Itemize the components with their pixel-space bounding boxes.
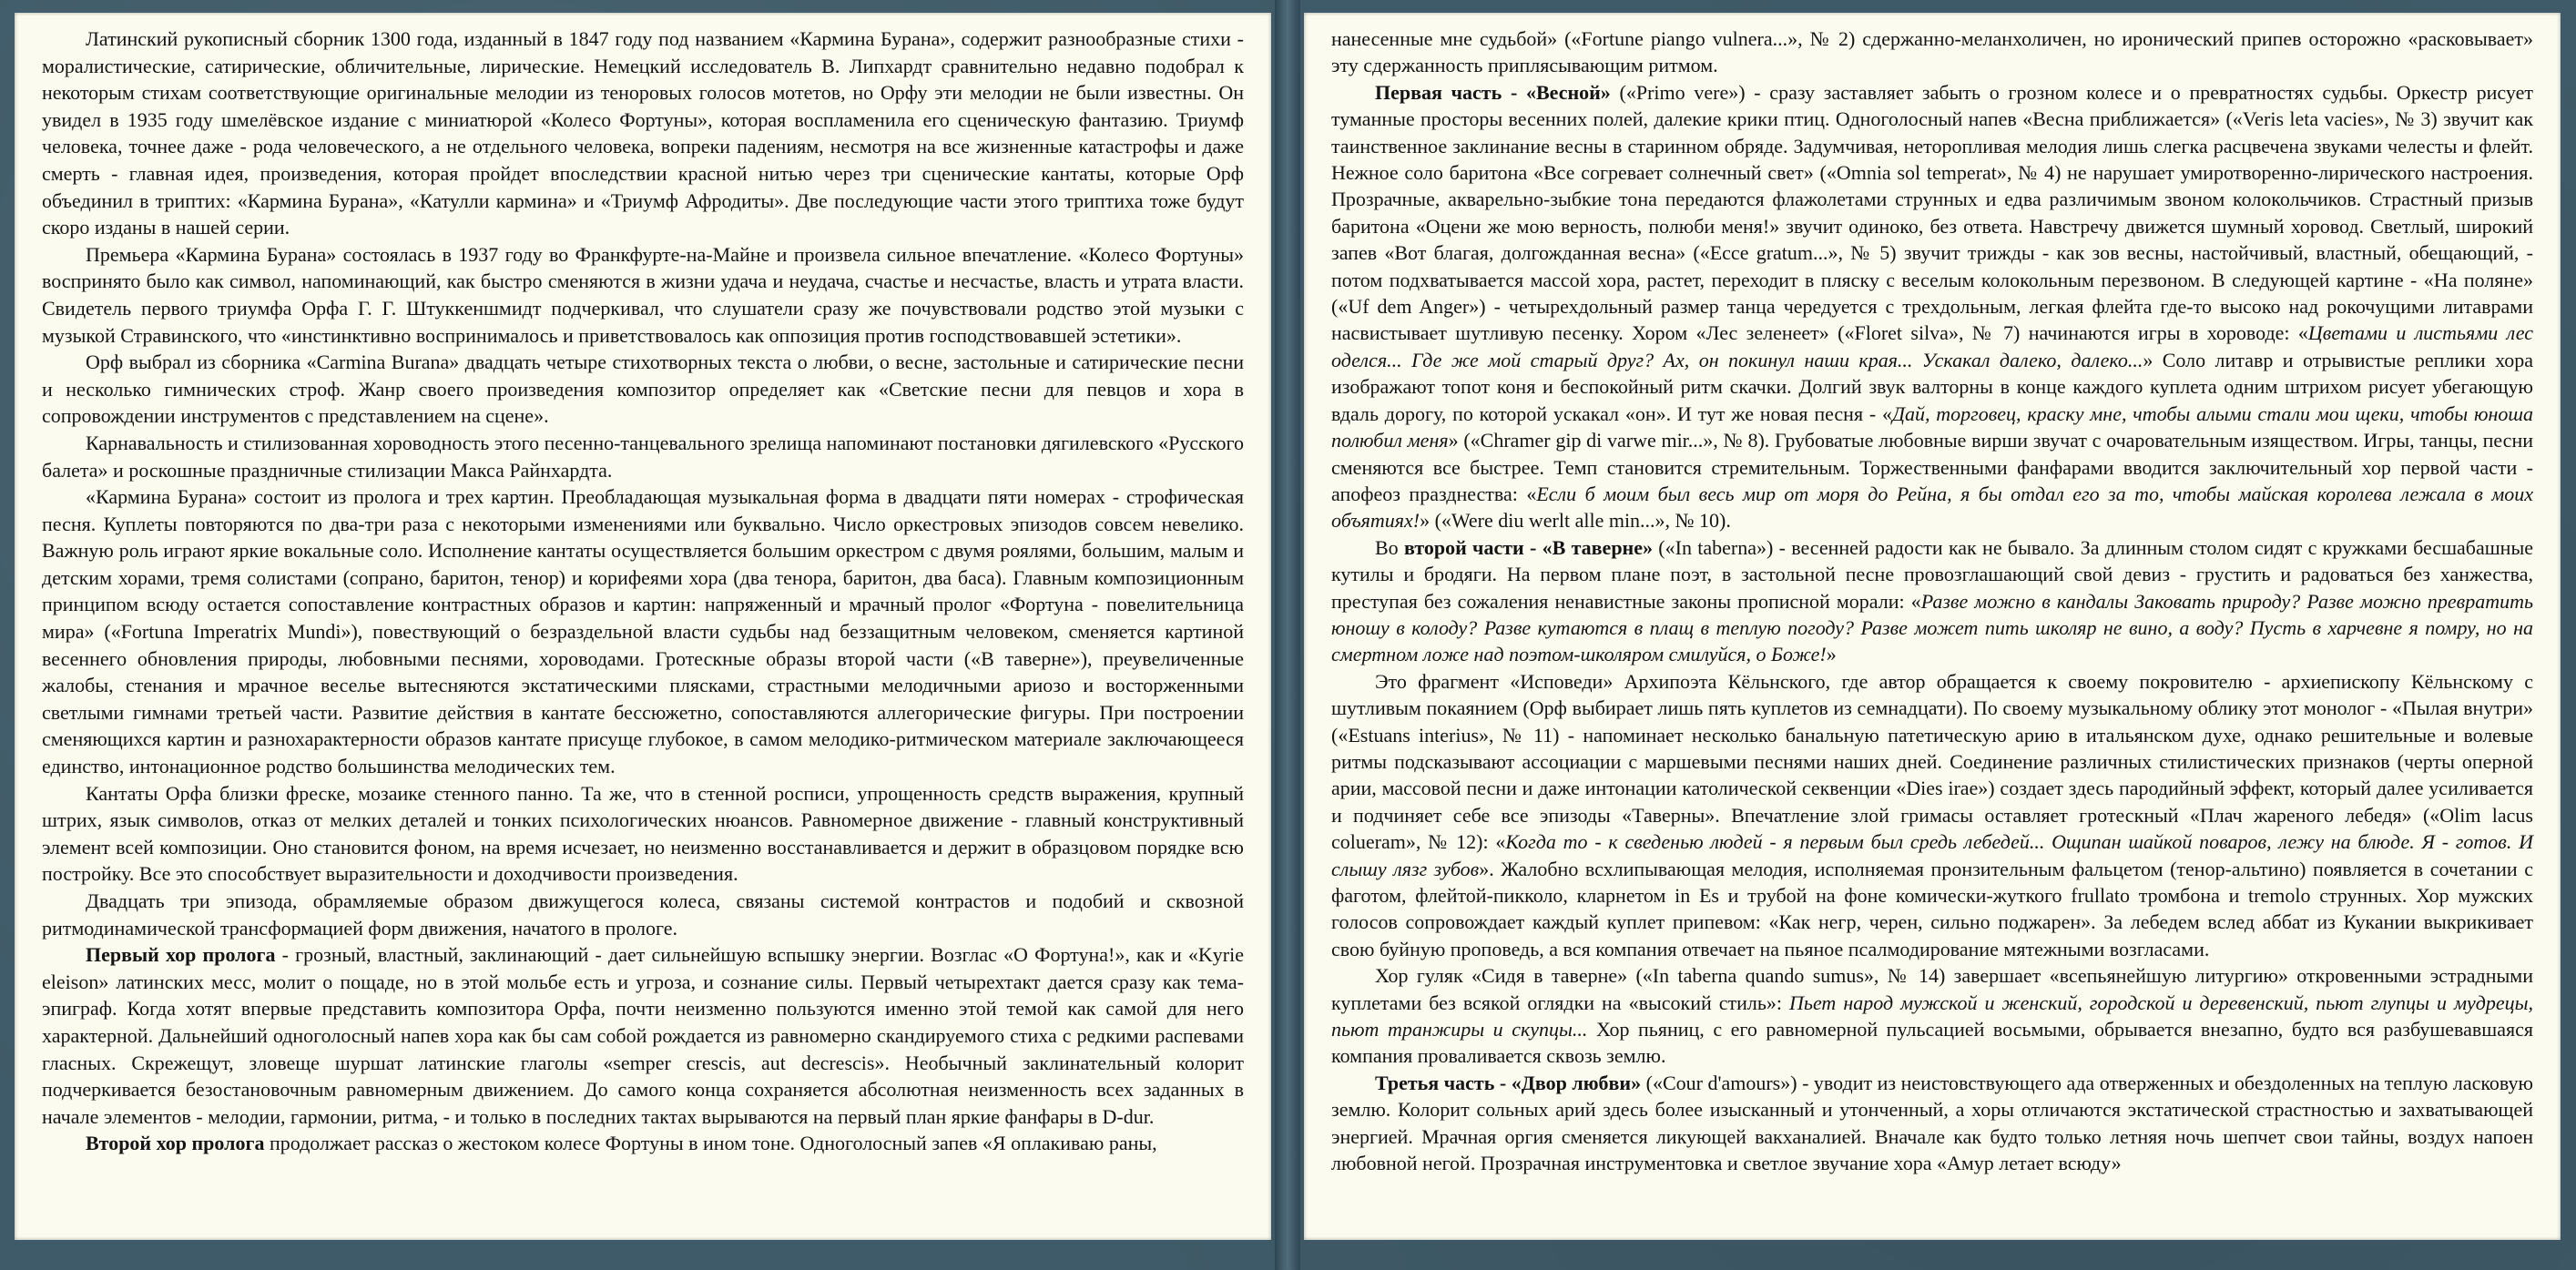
- bold-run: Первая часть - «Весной»: [1375, 80, 1611, 104]
- text-run: («In taberna») - весенней радости как не бывало. За длинным столом сидят с кружками бесшабашные кутилы и бродяги. На первом плане поэт, в застольной песне провозглашающий свой девиз - грустить и радоваться без ханжества, преступая без сожаления ненавистные законы прописной морали: «: [1331, 535, 2534, 613]
- left-page-text: [42, 25, 1244, 1157]
- paragraph: [1331, 668, 2533, 962]
- paragraph: [1331, 1070, 2533, 1177]
- text-run: » («Were diu werlt alle min...», № 10).: [1420, 509, 1731, 533]
- bold-run: Первый хор пролога: [86, 943, 276, 967]
- text-run: нанесенные мне судьбой» («Fortune piango vulnera...», № 2) сдержанно-меланхоличен, но иронический припев осторожно «расковывает» эту сдержанность приплясывающим ритмом.: [1331, 27, 2533, 77]
- text-run: - грозный, властный, заклинающий - дает сильнейшую вспышку энергии. Возглас «О Фортуна!», как и «Kyrie eleison» латинских месс, молит о пощаде, но в этой мольбе есть и угроза, и сознание силы. Первый четырехтакт дается сразу как тема-эпиграф. Когда хотят впервые представить композитора Орфа, почти неизменно пользуются именно этой темой как самой для него характерной. Дальнейший одноголосный напев хора как бы сам собой рождается из равномерно скандируемого стиха с редкими распевами гласных. Скрежещут, зловеще шуршат латинские глаголы «semper crescis, aut decrescis». Необычный заклинательный колорит подчеркивается безостановочным равномерным движением. До самого конца сохраняется абсолютная неизменность всех заданных в начале элементов - мелодии, гармонии, ритма, - и только в последних тактах вырываются на первый план яркие фанфары в D-dur.: [42, 943, 1244, 1128]
- paragraph: [1331, 79, 2533, 534]
- italic-run: Пьет народ мужской и женский, городской и деревенский, пьют глупцы и мудрецы, пьют транжиры и скупцы...: [1331, 991, 2533, 1041]
- bold-run: Третья часть - «Двор любви»: [1375, 1071, 1642, 1094]
- paragraph: [42, 483, 1244, 780]
- text-run: Это фрагмент «Исповеди» Архипоэта Кёльнского, где автор обращается к своему покровителю - архиепископу Кёльнскому с шутливым покаянием (Орф выбирает лишь пять куплетов из семнадцати). По своему музыкальному облику этот монолог - «Пылая внутри» («Estuans interius», № 11) - напоминает несколько банальную патетическую арию в итальянском духе, однако решительные и волевые ритмы подсказывают ассоциации с маршевыми песнями наших дней. Соединение различных стилистических признаков (черты оперной арии, массовой песни и даже интонации католической секвенции «Dies irae») создает здесь пародийный эффект, который далее усиливается и подчиняет себе все эпизоды «Таверны». Впечатление злой гримасы оставляет гротескный «Плач жареного лебедя» («Olim lacus colueram», № 12): «: [1331, 669, 2533, 854]
- text-run: Премьера «Кармина Бурана» состоялась в 1937 году во Франкфурте-на-Майне и произвела сильное впечатление. «Колесо Фортуны» воспринято было как символ, напоминающий, как быстро сменяются в жизни удача и неудача, счастье и несчастье, власть и утрата власти. Свидетель первого триумфа Орфа Г. Г. Штуккеншмидт подчеркивал, что слушатели сразу же почувствовали родство этой музыки с музыкой Стравинского, что «инстинктивно воспринималось и приветствовалось как оппозиция против господствовавшей эстетики».: [42, 242, 1244, 347]
- paragraph: [42, 1130, 1244, 1157]
- text-run: «Кармина Бурана» состоит из пролога и трех картин. Преобладающая музыкальная форма в двадцати пяти номерах - строфическая песня. Куплеты повторяются по два-три раза с некоторыми изменениями или буквально. Число оркестровых эпизодов совсем невелико. Важную роль играют яркие вокальные соло. Исполнение кантаты осуществляется большим оркестром с двумя роялями, большим, малым и детским хорами, тремя солистами (сопрано, баритон, тенор) и корифеями хора (два тенора, баритон, два баса). Главным композиционным принципом всюду остается сопоставление контрастных образов и картин: напряженный и мрачный пролог «Фортуна - повелительница мира» («Fortuna Imperatrix Mundi»), повествующий о безраздельной власти судьбы над беззащитным человеком, сменяется картиной весеннего обновления природы, любовными песнями, хороводами. Гротескные образы второй части («В таверне»), преувеличенные жалобы, стенания и мрачное веселье вытесняются экстатическими плясками, страстными мелодичными ариозо и восторженными светлыми гимнами третьей части. Развитие действия в кантате бессюжетно, сопоставляются аллегорические фигуры. При построении сменяющихся картин и разнохарактерности образов кантате присуще глубокое, в самом мелодико-ритмическом материале заключающееся единство, интонационное родство большинства мелодических тем.: [42, 485, 1244, 778]
- text-run: Кантаты Орфа близки фреске, мозаике стенного панно. Та же, что в стенной росписи, упрощенность средств выражения, крупный штрих, язык символов, отказ от мелких деталей и тонких психологических нюансов. Равномерное движение - главный конструктивный элемент всей композиции. Оно становится фоном, на время исчезает, но неизменно восстанавливается и держит в образцовом порядке всю постройку. Все это способствует выразительности и доходчивости произведения.: [42, 781, 1244, 886]
- paragraph: [42, 941, 1244, 1130]
- text-run: Хор гуляк «Сидя в таверне» («In taberna quando sumus», № 14) завершает «всепьянейшую литургию» откровенными эстрадными куплетами без всякой оглядки на «высокий стиль»:: [1331, 964, 2533, 1014]
- text-run: («Cour d'amours») - уводит из неистовствующего ада отверженных и обездоленных на теплую ласковую землю. Колорит сольных арий здесь более изысканный и утонченный, а хоры отличаются экстатической страстностью и захватывающей энергией. Мрачная оргия сменяется ликующей вакханалией. Вначале как будто только летняя ночь шепчет свои тайны, воздух напоен любовной негой. Прозрачная инструментовка и светлое звучание хора «Амур летает всюду»: [1331, 1071, 2533, 1175]
- paragraph: [1331, 962, 2533, 1070]
- italic-run: Цветами и листьями лес оделся... Где же мой старый друг? Ах, он покинул наши края... Ускакал далеко, далеко...: [1331, 321, 2533, 371]
- right-page: [1304, 13, 2561, 1240]
- paragraph: [1331, 25, 2533, 79]
- paragraph: [42, 780, 1244, 888]
- text-run: Латинский рукописный сборник 1300 года, изданный в 1847 году под названием «Кармина Бурана», содержит разнообразные стихи - моралистические, сатирические, обличительные, лирические. Немецкий исследователь В. Липхардт сравнительно недавно подобрал к некоторым стихам соответствующие оригинальные мелодии из теноровых голосов мотетов, но Орфу эти мелодии не были известны. Он увидел в 1935 году шмелёвское издание с миниатюрой «Колесо Фортуны», которая воспламенила его сценическую фантазию. Триумф человека, точнее даже - рода человеческого, а не отдельного человека, вопреки падениям, несмотря на все жизненные катастрофы и даже смерть - главная идея, произведения, которая пройдет впоследствии красной нитью через три сценические кантаты, которые Орф объединил в триптих: «Кармина Бурана», «Катулли кармина» и «Триумф Афродиты». Две последующие части этого триптиха тоже будут скоро изданы в нашей серии.: [42, 27, 1244, 239]
- bold-run: второй части - «В таверне»: [1403, 535, 1653, 559]
- text-run: »: [1826, 643, 1837, 666]
- italic-run: Когда то - к сведенью людей - я первым был средь лебедей... Ощипан шайкой поваров, лежу на блюде. Я - готов. И слышу лязг зубов: [1331, 830, 2534, 880]
- paragraph: [42, 349, 1244, 430]
- left-page: [15, 13, 1271, 1240]
- paragraph: [42, 430, 1244, 483]
- text-run: Хор пьяниц, с его равномерной пульсацией восьмыми, обрывается внезапно, будто вся разбушевавшаяся компания проваливается сквозь землю.: [1331, 1018, 2534, 1068]
- text-run: продолжает рассказ о жестоком колесе Фортуны в ином тоне. Одноголосный запев «Я оплакиваю раны,: [264, 1132, 1157, 1155]
- text-run: Карнавальность и стилизованная хороводность этого песенно-танцевального зрелища напоминают постановки дягилевского «Русского балета» и роскошные праздничные стилизации Макса Райнхардта.: [42, 431, 1244, 482]
- text-run: ». Жалобно всхлипывающая мелодия, исполняемая пронзительным фальцетом (тенор-альтино) появляется в сочетании с фаготом, флейтой-пикколо, кларнетом in Es и трубой на фоне комически-жуткого frullato тромбона и tremolo струнных. Хор мужских голосов сопровождает каждый куплет припевом: «Как негр, черен, сильно поджарен». За лебедем вслед аббат из Кукании выкрикивает свою буйную проповедь, а вся компания отвечает на пьяное псалмодирование мятежными возгласами.: [1331, 857, 2533, 960]
- text-run: Двадцать три эпизода, обрамляемые образом движущегося колеса, связаны системой контрастов и подобий и сквозной ритмодинамической трансформацией форм движения, начатого в прологе.: [42, 889, 1244, 940]
- text-run: » («Chramer gip di varwe mir...», № 8). Грубоватые любовные вирши звучат с очаровательным изяществом. Игры, танцы, песни сменяются все быстрее. Темп становится стремительным. Торжественными фанфарами вводится заключительный хор первой части - апофеоз празднества: «: [1331, 429, 2533, 505]
- text-run: («Primo vere») - сразу заставляет забыть о грозном колесе и о превратностях судьбы. Оркестр рисует туманные просторы весенних полей, далекие крики птиц. Одноголосный напев «Весна приближается» («Veris leta vacies», № 3) звучит как таинственное заклинание весны в старинном обряде. Задумчивая, неторопливая мелодия лишь слегка расцвечена звуками челесты и флейт. Нежное соло баритона «Все согревает солнечный свет» («Omnia sol temperat», № 4) не нарушает умиротворенно-лирического настроения. Прозрачные, акварельно-зыбкие тона передаются флажолетами струнных и едва различимым звоном колокольчиков. Страстный призыв баритона «Оцени же мою верность, полюби меня!» звучит одиноко, без ответа. Навстречу движется шумный хоровод. Светлый, широкий запев «Вот благая, долгожданная весна» («Ecce gratum...», № 5) звучит трижды - как зов весны, настойчивый, властный, обещающий, - потом подхватывается массой хора, растет, переходит в пляску с веселым колокольным перезвоном. В следующей картине - «На поляне» («Uf dem Anger») - четырехдольный размер танца чередуется с трехдольным, легкая флейта где-то высоко над рокочущими литаврами насвистывает шутливую песенку. Хором «Лес зеленеет» («Floret silva», № 7) начинаются игры в хороводе: «: [1331, 80, 2533, 345]
- italic-run: Дай, торговец, краску мне, чтобы алыми стали мои щеки, чтобы юноша полюбил меня: [1331, 401, 2533, 452]
- paragraph: [42, 888, 1244, 941]
- paragraph: [42, 241, 1244, 349]
- text-run: » Соло литавр и отрывистые реплики хора изображают топот коня и беспокойный ритм скачки. Долгий звук валторны в конце каждого куплета одним штрихом рисует убегающую вдаль дорогу, по которой ускакал «он». И тут же новая песня - «: [1331, 348, 2533, 425]
- italic-run: Если б моим был весь мир от моря до Рейна, я бы отдал его за то, чтобы майская королева лежала в моих объятиях!: [1331, 482, 2534, 533]
- text-run: Во: [1375, 535, 1404, 559]
- bold-run: Второй хор пролога: [86, 1132, 265, 1155]
- italic-run: Разве можно в кандалы Заковать природу? Разве можно превратить юношу в колоду? Разве кутаются в плащ в теплую погоду? Разве может пить школяр не вино, а воду? Пусть в харчевне я помру, но на смертном ложе над поэтом-школяром смилуйся, о Боже!: [1331, 589, 2534, 666]
- right-page-text: [1331, 25, 2533, 1176]
- book-spine: [1275, 0, 1300, 1270]
- paragraph: [1331, 534, 2533, 668]
- text-run: Орф выбрал из сборника «Carmina Burana» двадцать четыре стихотворных текста о любви, о весне, застольные и сатирические песни и несколько гимнических строф. Жанр своего произведения композитор определяет как «Светские песни для певцов и хора в сопровождении инструментов с представлением на сцене».: [42, 351, 1244, 428]
- paragraph: [42, 25, 1244, 241]
